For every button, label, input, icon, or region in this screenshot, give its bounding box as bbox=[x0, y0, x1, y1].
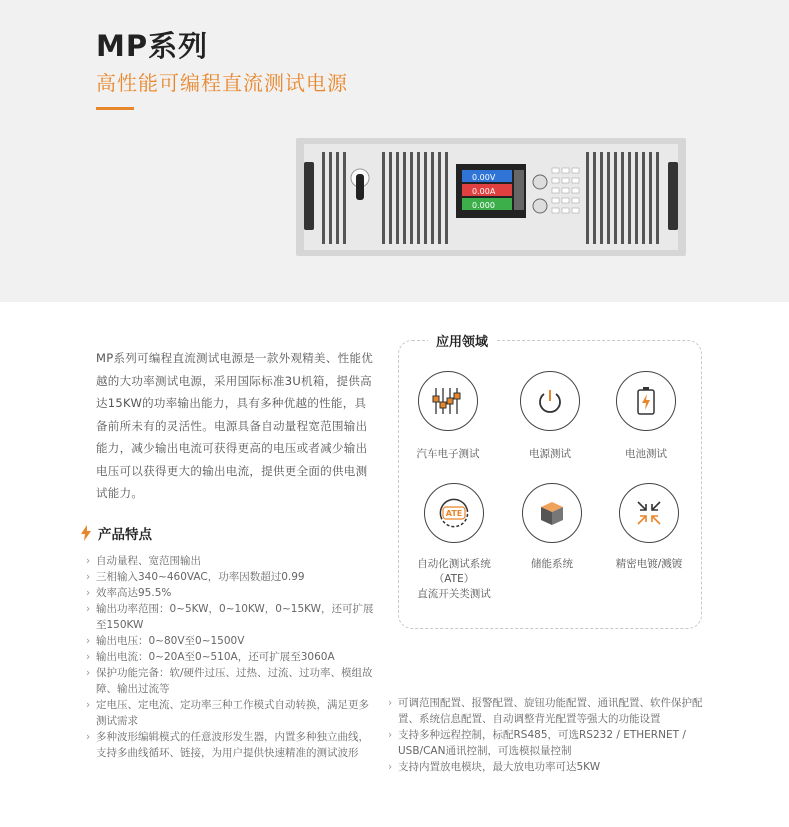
app-item-storage bbox=[497, 483, 607, 572]
ate-icon bbox=[424, 483, 484, 543]
screen-voltage: 0.00V bbox=[472, 173, 496, 182]
applications-title: 应用领域 bbox=[428, 331, 496, 350]
product-subtitle: 高性能可编程直流测试电源 bbox=[96, 71, 348, 95]
feature-item: › 支持多种远程控制，标配RS485，可选RS232 / ETHERNET / USB/CAN通讯控制，可选模拟量控制 bbox=[386, 727, 706, 759]
product-description: MP系列可编程直流测试电源是一款外观精美、性能优越的大功率测试电源，采用国际标准3U机箱，提供高达15KW的功率输出能力，具有多种优越的性能，具备前所未有的灵活性。电源具备自动量程宽范围输出能力，减少输出电流可获得更高的电压或者减少输出电压可以获得更大的输出电流，提供更全面的供电测试能力。 bbox=[96, 351, 374, 500]
app-item-battery bbox=[591, 371, 701, 462]
ate-badge: ATE bbox=[445, 509, 463, 518]
feature-item: › 输出电流：0~20A至0~510A，还可扩展至3060A bbox=[84, 649, 374, 665]
accent-divider bbox=[96, 107, 134, 110]
feature-item: › 可调范围配置、报警配置、旋钮功能配置、通讯配置、软件保护配置、系统信息配置、自动调整背光配置等强大的功能设置 bbox=[386, 695, 706, 727]
app-item-automotive bbox=[393, 371, 503, 462]
feature-item: › 三相输入340~460VAC，功率因数超过0.99 bbox=[84, 569, 374, 585]
feature-item: › 自动量程、宽范围输出 bbox=[84, 553, 374, 569]
lightning-icon bbox=[80, 525, 92, 541]
feature-item: › 支持内置放电模块，最大放电功率可达5KW bbox=[386, 759, 706, 775]
app-label: 自动化测试系统 （ATE） 直流开关类测试 bbox=[417, 558, 491, 600]
screen-power: 0.000 bbox=[472, 201, 495, 210]
feature-item: › 输出电压：0~80V至0~1500V bbox=[84, 633, 374, 649]
features-list-left bbox=[84, 553, 374, 761]
app-item-ate bbox=[399, 483, 509, 602]
power-supply-image bbox=[296, 134, 686, 260]
converge-arrows-icon bbox=[619, 483, 679, 543]
features-list-right bbox=[386, 695, 706, 775]
feature-item: › 效率高达95.5% bbox=[84, 585, 374, 601]
app-label: 精密电镀/溅镀 bbox=[615, 558, 683, 570]
equalizer-icon bbox=[418, 371, 478, 431]
feature-item: › 输出功率范围：0~5KW，0~10KW，0~15KW，还可扩展至150KW bbox=[84, 601, 374, 633]
power-icon bbox=[520, 371, 580, 431]
feature-item: › 保护功能完备：软/硬件过压、过热、过流、过功率、模组故障、输出过流等 bbox=[84, 665, 374, 697]
features-heading bbox=[80, 523, 152, 543]
screen-current: 0.00A bbox=[472, 187, 496, 196]
storage-box-icon bbox=[522, 483, 582, 543]
features-title: 产品特点 bbox=[98, 527, 152, 543]
app-item-power bbox=[495, 371, 605, 462]
feature-item: › 多种波形编辑模式的任意波形发生器，内置多种独立曲线，支持多曲线循环、链接，为用户提供快速精准的测试波形 bbox=[84, 729, 374, 761]
battery-icon bbox=[616, 371, 676, 431]
app-label: 汽车电子测试 bbox=[416, 448, 480, 460]
feature-item: › 定电压、定电流、定功率三种工作模式自动转换，满足更多测试需求 bbox=[84, 697, 374, 729]
app-label: 电源测试 bbox=[529, 448, 571, 460]
app-label: 电池测试 bbox=[625, 448, 667, 460]
app-item-plating bbox=[594, 483, 704, 572]
product-title: MP系列 bbox=[96, 29, 209, 63]
app-label: 储能系统 bbox=[531, 558, 573, 570]
